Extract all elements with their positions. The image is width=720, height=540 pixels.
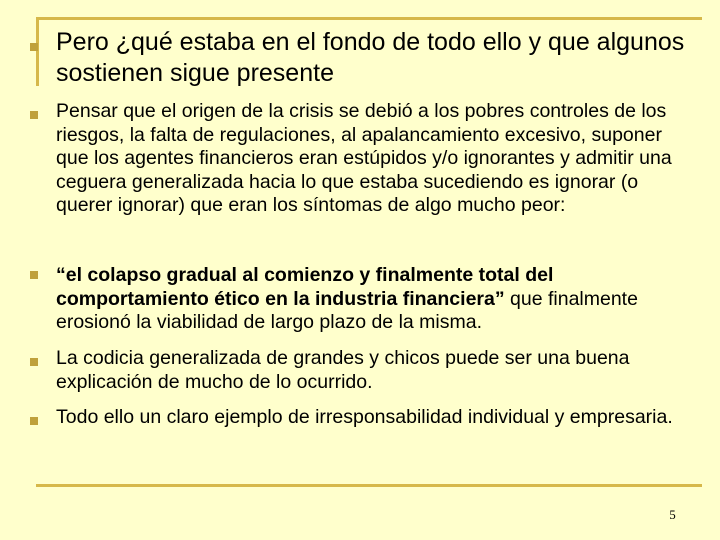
frame-left-rule [36,17,39,86]
bullet-4: Todo ello un claro ejemplo de irresponsabilidad individual y empresaria. [56,406,673,428]
slide-title: Pero ¿qué estaba en el fondo de todo ello y que algunos sostienen sigue presente [56,28,685,87]
bullet-square-icon [30,358,38,366]
frame-top-rule [36,17,702,20]
bullet-square-icon [30,43,38,51]
bullet-square-icon [30,271,38,279]
bullet-2-bold: “el colapso gradual al comienzo y finalmente total del comportamiento ético en la industria financiera” [56,264,554,310]
bullet-1: Pensar que el origen de la crisis se debió a los pobres controles de los riesgos, la falta de regulaciones, al apalancamiento excesivo, suponer que los agentes financieros eran estúpidos y/o ignorantes y admitir una ceguera generalizada hacia lo que estaba sucediendo es ignorar (o querer ignorar) que eran los síntomas de algo mucho peor: [56,100,672,216]
bullet-2-text: que finalmente erosionó la viabilidad de largo plazo de la misma. [56,287,638,333]
page-number: 5 [669,507,676,522]
bullet-square-icon [30,111,38,119]
bullet-square-icon [30,417,38,425]
bullet-3: La codicia generalizada de grandes y chicos puede ser una buena explicación de mucho de lo ocurrido. [56,347,630,393]
frame-bottom-rule [36,484,702,487]
bullet-2 [56,264,696,335]
